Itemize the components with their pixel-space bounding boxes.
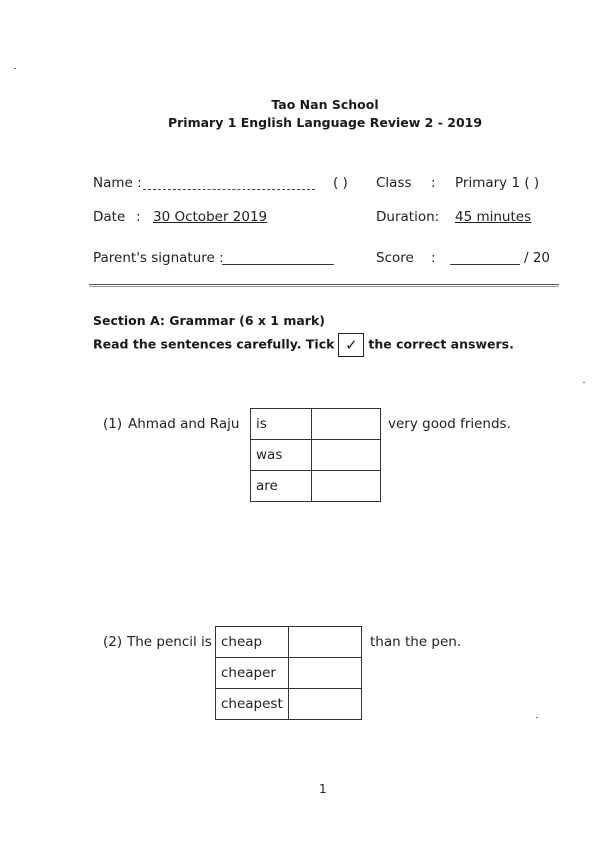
register-number-brackets: ( ) — [333, 175, 348, 191]
scan-speck — [583, 382, 585, 383]
answer-row — [251, 409, 381, 440]
name-label: Name : — [93, 175, 142, 191]
instruction-text-after: the correct answers. — [368, 336, 514, 352]
option-label: was — [251, 440, 312, 471]
signature-field[interactable] — [222, 264, 334, 265]
date-label: Date — [93, 209, 126, 225]
paper-title: Primary 1 English Language Review 2 - 2019 — [167, 115, 483, 130]
answer-row — [251, 440, 381, 471]
section-title: Section A: Grammar (6 x 1 mark) — [93, 313, 325, 328]
question-ending: than the pen. — [370, 634, 462, 650]
class-colon: : — [431, 175, 436, 191]
score-label: Score — [376, 250, 414, 266]
question-stem: Ahmad and Raju — [128, 416, 240, 432]
question-number: (2) — [103, 634, 123, 650]
answer-row — [251, 471, 381, 502]
tick-box[interactable] — [289, 627, 362, 658]
answer-table — [250, 408, 381, 502]
question-number: (1) — [103, 416, 123, 432]
date-value: 30 October 2019 — [153, 209, 268, 225]
tick-box[interactable] — [289, 689, 362, 720]
answer-row — [216, 627, 362, 658]
score-total: / 20 — [524, 250, 551, 266]
question-stem: The pencil is — [127, 634, 212, 650]
class-label: Class — [376, 175, 412, 191]
option-label: are — [251, 471, 312, 502]
answer-row — [216, 658, 362, 689]
tick-example-icon: ✓ — [338, 333, 364, 357]
page-number: 1 — [319, 782, 327, 796]
scan-speck — [536, 717, 538, 718]
duration-value: 45 minutes — [455, 209, 532, 225]
option-label: cheap — [216, 627, 289, 658]
tick-box[interactable] — [312, 440, 381, 471]
school-name: Tao Nan School — [271, 97, 379, 112]
tick-box[interactable] — [312, 471, 381, 502]
score-field[interactable] — [450, 264, 520, 265]
answer-row — [216, 689, 362, 720]
date-colon: : — [136, 209, 141, 225]
signature-label: Parent's signature : — [93, 250, 224, 266]
tick-box[interactable] — [312, 409, 381, 440]
section-instruction — [93, 333, 514, 357]
option-label: cheaper — [216, 658, 289, 689]
tick-box[interactable] — [289, 658, 362, 689]
option-label: is — [251, 409, 312, 440]
duration-label: Duration: — [376, 209, 440, 225]
score-colon: : — [431, 250, 436, 266]
header-divider — [89, 284, 559, 285]
instruction-text-before: Read the sentences carefully. Tick — [93, 336, 335, 352]
question-ending: very good friends. — [388, 416, 511, 432]
option-label: cheapest — [216, 689, 289, 720]
scan-speck — [14, 68, 16, 69]
header-divider-shadow — [89, 286, 559, 287]
name-field[interactable] — [143, 189, 315, 190]
answer-table — [215, 626, 362, 720]
class-value: Primary 1 ( ) — [455, 175, 540, 191]
